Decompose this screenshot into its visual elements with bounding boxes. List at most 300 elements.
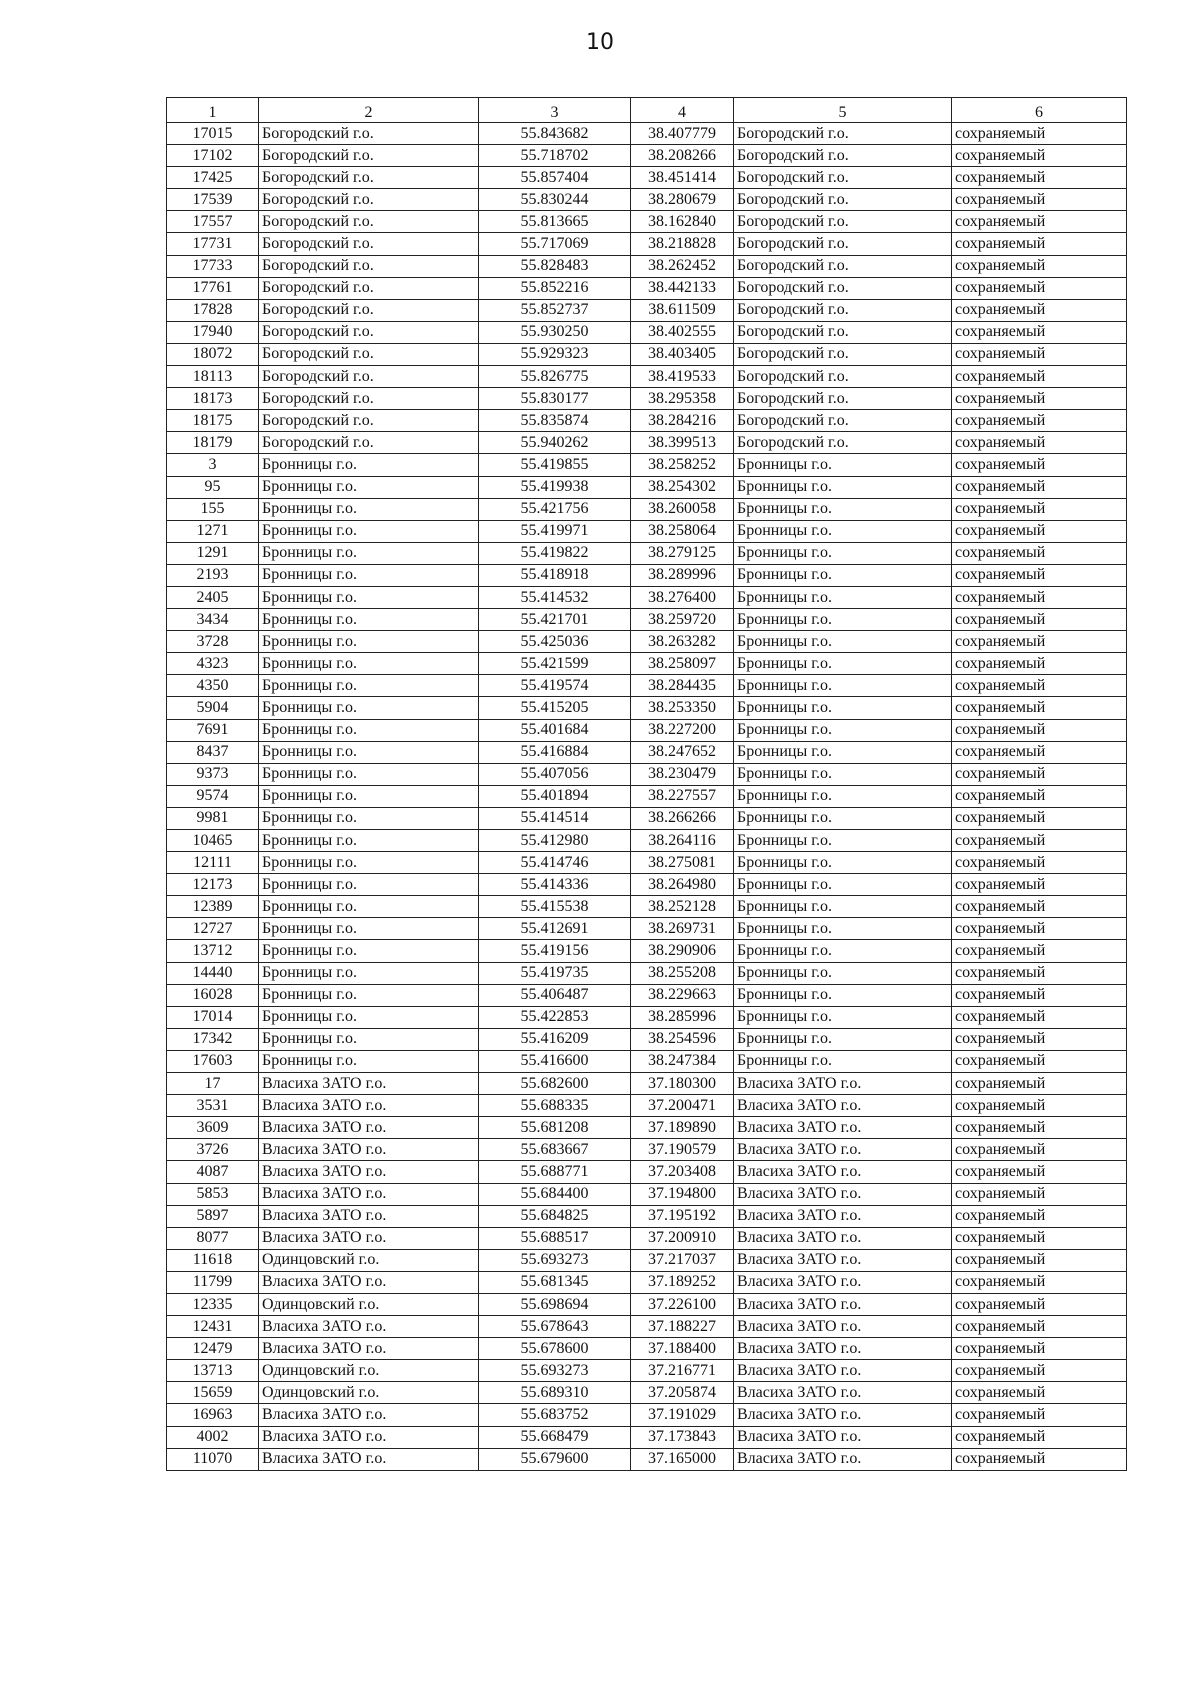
cell-id: 3531 bbox=[167, 1095, 259, 1117]
column-header: 2 bbox=[259, 98, 479, 123]
cell-status: сохраняемый bbox=[952, 1183, 1127, 1205]
cell-status: сохраняемый bbox=[952, 1095, 1127, 1117]
cell-longitude: 38.264116 bbox=[631, 830, 734, 852]
cell-latitude: 55.406487 bbox=[479, 984, 631, 1006]
table-row bbox=[167, 830, 1127, 852]
cell-latitude: 55.415205 bbox=[479, 697, 631, 719]
cell-latitude: 55.940262 bbox=[479, 432, 631, 454]
cell-district: Власиха ЗАТО г.о. bbox=[259, 1404, 479, 1426]
cell-id: 5897 bbox=[167, 1205, 259, 1227]
cell-longitude: 37.188400 bbox=[631, 1338, 734, 1360]
cell-district-2: Бронницы г.о. bbox=[734, 719, 952, 741]
cell-latitude: 55.828483 bbox=[479, 255, 631, 277]
cell-status: сохраняемый bbox=[952, 984, 1127, 1006]
cell-longitude: 38.258097 bbox=[631, 653, 734, 675]
cell-district-2: Богородский г.о. bbox=[734, 255, 952, 277]
table-row bbox=[167, 785, 1127, 807]
cell-district: Одинцовский г.о. bbox=[259, 1249, 479, 1271]
table-row bbox=[167, 1249, 1127, 1271]
cell-status: сохраняемый bbox=[952, 1293, 1127, 1315]
cell-longitude: 37.195192 bbox=[631, 1205, 734, 1227]
table-row bbox=[167, 1139, 1127, 1161]
cell-longitude: 38.262452 bbox=[631, 255, 734, 277]
cell-status: сохраняемый bbox=[952, 498, 1127, 520]
cell-longitude: 37.226100 bbox=[631, 1293, 734, 1315]
cell-district: Бронницы г.о. bbox=[259, 586, 479, 608]
cell-longitude: 38.280679 bbox=[631, 189, 734, 211]
cell-id: 17733 bbox=[167, 255, 259, 277]
cell-status: сохраняемый bbox=[952, 1249, 1127, 1271]
cell-district: Одинцовский г.о. bbox=[259, 1360, 479, 1382]
cell-district: Богородский г.о. bbox=[259, 233, 479, 255]
cell-latitude: 55.813665 bbox=[479, 211, 631, 233]
cell-id: 12335 bbox=[167, 1293, 259, 1315]
cell-district: Бронницы г.о. bbox=[259, 542, 479, 564]
cell-status: сохраняемый bbox=[952, 410, 1127, 432]
cell-district-2: Бронницы г.о. bbox=[734, 586, 952, 608]
table-row bbox=[167, 410, 1127, 432]
cell-district: Бронницы г.о. bbox=[259, 653, 479, 675]
table-row bbox=[167, 1028, 1127, 1050]
table-row bbox=[167, 299, 1127, 321]
cell-latitude: 55.414746 bbox=[479, 852, 631, 874]
cell-latitude: 55.688771 bbox=[479, 1161, 631, 1183]
cell-status: сохраняемый bbox=[952, 763, 1127, 785]
cell-id: 17425 bbox=[167, 167, 259, 189]
table-row bbox=[167, 1338, 1127, 1360]
table-row bbox=[167, 763, 1127, 785]
cell-district: Бронницы г.о. bbox=[259, 1050, 479, 1072]
cell-longitude: 38.229663 bbox=[631, 984, 734, 1006]
cell-latitude: 55.678600 bbox=[479, 1338, 631, 1360]
cell-district: Бронницы г.о. bbox=[259, 874, 479, 896]
cell-latitude: 55.681208 bbox=[479, 1117, 631, 1139]
cell-id: 2193 bbox=[167, 564, 259, 586]
cell-id: 17015 bbox=[167, 123, 259, 145]
cell-status: сохраняемый bbox=[952, 852, 1127, 874]
cell-longitude: 38.230479 bbox=[631, 763, 734, 785]
cell-district-2: Богородский г.о. bbox=[734, 211, 952, 233]
cell-latitude: 55.678643 bbox=[479, 1316, 631, 1338]
table-row bbox=[167, 1293, 1127, 1315]
cell-latitude: 55.419574 bbox=[479, 675, 631, 697]
cell-status: сохраняемый bbox=[952, 1117, 1127, 1139]
cell-longitude: 37.205874 bbox=[631, 1382, 734, 1404]
cell-district: Бронницы г.о. bbox=[259, 564, 479, 586]
cell-latitude: 55.419855 bbox=[479, 454, 631, 476]
cell-district-2: Богородский г.о. bbox=[734, 277, 952, 299]
cell-longitude: 38.263282 bbox=[631, 631, 734, 653]
cell-district-2: Бронницы г.о. bbox=[734, 962, 952, 984]
cell-district: Богородский г.о. bbox=[259, 321, 479, 343]
cell-status: сохраняемый bbox=[952, 211, 1127, 233]
cell-district: Власиха ЗАТО г.о. bbox=[259, 1227, 479, 1249]
cell-id: 17557 bbox=[167, 211, 259, 233]
cell-longitude: 38.289996 bbox=[631, 564, 734, 586]
cell-id: 18173 bbox=[167, 388, 259, 410]
cell-district-2: Бронницы г.о. bbox=[734, 609, 952, 631]
table-row bbox=[167, 1095, 1127, 1117]
cell-status: сохраняемый bbox=[952, 874, 1127, 896]
table-body bbox=[167, 123, 1127, 1471]
cell-status: сохраняемый bbox=[952, 1028, 1127, 1050]
cell-id: 11618 bbox=[167, 1249, 259, 1271]
header-row bbox=[167, 98, 1127, 123]
cell-id: 17539 bbox=[167, 189, 259, 211]
cell-district: Богородский г.о. bbox=[259, 388, 479, 410]
cell-district: Богородский г.о. bbox=[259, 123, 479, 145]
cell-latitude: 55.698694 bbox=[479, 1293, 631, 1315]
cell-district: Власиха ЗАТО г.о. bbox=[259, 1183, 479, 1205]
cell-longitude: 38.264980 bbox=[631, 874, 734, 896]
table-row bbox=[167, 1382, 1127, 1404]
cell-district-2: Власиха ЗАТО г.о. bbox=[734, 1338, 952, 1360]
cell-longitude: 38.290906 bbox=[631, 940, 734, 962]
cell-status: сохраняемый bbox=[952, 520, 1127, 542]
cell-district-2: Богородский г.о. bbox=[734, 167, 952, 189]
cell-longitude: 38.208266 bbox=[631, 145, 734, 167]
cell-district-2: Богородский г.о. bbox=[734, 189, 952, 211]
cell-status: сохраняемый bbox=[952, 631, 1127, 653]
cell-latitude: 55.684825 bbox=[479, 1205, 631, 1227]
cell-district: Богородский г.о. bbox=[259, 211, 479, 233]
cell-longitude: 38.284435 bbox=[631, 675, 734, 697]
cell-district: Бронницы г.о. bbox=[259, 476, 479, 498]
cell-status: сохраняемый bbox=[952, 189, 1127, 211]
page-number: 10 bbox=[586, 30, 614, 55]
cell-district-2: Власиха ЗАТО г.о. bbox=[734, 1448, 952, 1470]
cell-longitude: 38.252128 bbox=[631, 896, 734, 918]
table-row bbox=[167, 145, 1127, 167]
cell-latitude: 55.852216 bbox=[479, 277, 631, 299]
cell-district-2: Бронницы г.о. bbox=[734, 1050, 952, 1072]
table-row bbox=[167, 1183, 1127, 1205]
table-row bbox=[167, 896, 1127, 918]
cell-status: сохраняемый bbox=[952, 1360, 1127, 1382]
cell-district-2: Бронницы г.о. bbox=[734, 896, 952, 918]
cell-district: Власиха ЗАТО г.о. bbox=[259, 1426, 479, 1448]
cell-district: Богородский г.о. bbox=[259, 432, 479, 454]
cell-district-2: Власиха ЗАТО г.о. bbox=[734, 1382, 952, 1404]
cell-status: сохраняемый bbox=[952, 564, 1127, 586]
cell-id: 17940 bbox=[167, 321, 259, 343]
cell-longitude: 38.258064 bbox=[631, 520, 734, 542]
cell-district: Бронницы г.о. bbox=[259, 852, 479, 874]
cell-id: 13712 bbox=[167, 940, 259, 962]
cell-latitude: 55.421701 bbox=[479, 609, 631, 631]
cell-longitude: 38.269731 bbox=[631, 918, 734, 940]
cell-district-2: Власиха ЗАТО г.о. bbox=[734, 1249, 952, 1271]
cell-longitude: 37.189890 bbox=[631, 1117, 734, 1139]
column-header: 1 bbox=[167, 98, 259, 123]
cell-latitude: 55.683752 bbox=[479, 1404, 631, 1426]
cell-id: 1291 bbox=[167, 542, 259, 564]
cell-longitude: 38.259720 bbox=[631, 609, 734, 631]
cell-latitude: 55.830177 bbox=[479, 388, 631, 410]
cell-latitude: 55.718702 bbox=[479, 145, 631, 167]
cell-district-2: Богородский г.о. bbox=[734, 432, 952, 454]
cell-district-2: Богородский г.о. bbox=[734, 299, 952, 321]
table-row bbox=[167, 277, 1127, 299]
cell-status: сохраняемый bbox=[952, 741, 1127, 763]
cell-district-2: Бронницы г.о. bbox=[734, 653, 952, 675]
cell-id: 8077 bbox=[167, 1227, 259, 1249]
cell-id: 12111 bbox=[167, 852, 259, 874]
cell-district-2: Бронницы г.о. bbox=[734, 918, 952, 940]
cell-id: 17761 bbox=[167, 277, 259, 299]
cell-latitude: 55.407056 bbox=[479, 763, 631, 785]
cell-latitude: 55.412691 bbox=[479, 918, 631, 940]
cell-id: 15659 bbox=[167, 1382, 259, 1404]
cell-status: сохраняемый bbox=[952, 896, 1127, 918]
cell-id: 18072 bbox=[167, 343, 259, 365]
cell-district: Власиха ЗАТО г.о. bbox=[259, 1271, 479, 1293]
cell-status: сохраняемый bbox=[952, 1404, 1127, 1426]
cell-latitude: 55.679600 bbox=[479, 1448, 631, 1470]
cell-district: Бронницы г.о. bbox=[259, 454, 479, 476]
cell-latitude: 55.421599 bbox=[479, 653, 631, 675]
cell-district-2: Бронницы г.о. bbox=[734, 763, 952, 785]
cell-id: 3 bbox=[167, 454, 259, 476]
table-row bbox=[167, 609, 1127, 631]
cell-id: 9574 bbox=[167, 785, 259, 807]
cell-status: сохраняемый bbox=[952, 1205, 1127, 1227]
table-row bbox=[167, 432, 1127, 454]
cell-district: Власиха ЗАТО г.о. bbox=[259, 1139, 479, 1161]
cell-id: 3434 bbox=[167, 609, 259, 631]
cell-district: Бронницы г.о. bbox=[259, 807, 479, 829]
cell-district: Бронницы г.о. bbox=[259, 719, 479, 741]
table-row bbox=[167, 1073, 1127, 1095]
cell-latitude: 55.419156 bbox=[479, 940, 631, 962]
cell-latitude: 55.419735 bbox=[479, 962, 631, 984]
cell-district-2: Власиха ЗАТО г.о. bbox=[734, 1227, 952, 1249]
cell-latitude: 55.414532 bbox=[479, 586, 631, 608]
column-header: 5 bbox=[734, 98, 952, 123]
cell-id: 5853 bbox=[167, 1183, 259, 1205]
table-row bbox=[167, 520, 1127, 542]
cell-district: Бронницы г.о. bbox=[259, 1028, 479, 1050]
table-row bbox=[167, 255, 1127, 277]
cell-district-2: Бронницы г.о. bbox=[734, 807, 952, 829]
cell-longitude: 38.442133 bbox=[631, 277, 734, 299]
cell-district: Богородский г.о. bbox=[259, 299, 479, 321]
cell-district-2: Власиха ЗАТО г.о. bbox=[734, 1183, 952, 1205]
cell-longitude: 37.216771 bbox=[631, 1360, 734, 1382]
cell-latitude: 55.419938 bbox=[479, 476, 631, 498]
cell-district: Одинцовский г.о. bbox=[259, 1293, 479, 1315]
cell-id: 12173 bbox=[167, 874, 259, 896]
cell-district: Богородский г.о. bbox=[259, 167, 479, 189]
cell-district-2: Власиха ЗАТО г.о. bbox=[734, 1139, 952, 1161]
cell-status: сохраняемый bbox=[952, 785, 1127, 807]
cell-longitude: 37.165000 bbox=[631, 1448, 734, 1470]
cell-district-2: Бронницы г.о. bbox=[734, 830, 952, 852]
cell-latitude: 55.693273 bbox=[479, 1360, 631, 1382]
cell-district: Власиха ЗАТО г.о. bbox=[259, 1205, 479, 1227]
table-row bbox=[167, 1426, 1127, 1448]
cell-id: 4002 bbox=[167, 1426, 259, 1448]
cell-longitude: 38.403405 bbox=[631, 343, 734, 365]
cell-district-2: Бронницы г.о. bbox=[734, 940, 952, 962]
cell-longitude: 38.258252 bbox=[631, 454, 734, 476]
cell-longitude: 38.279125 bbox=[631, 542, 734, 564]
table-row bbox=[167, 697, 1127, 719]
cell-district: Бронницы г.о. bbox=[259, 763, 479, 785]
cell-id: 155 bbox=[167, 498, 259, 520]
cell-district: Богородский г.о. bbox=[259, 145, 479, 167]
cell-district-2: Власиха ЗАТО г.о. bbox=[734, 1316, 952, 1338]
cell-latitude: 55.668479 bbox=[479, 1426, 631, 1448]
cell-status: сохраняемый bbox=[952, 366, 1127, 388]
table-row bbox=[167, 388, 1127, 410]
cell-status: сохраняемый bbox=[952, 586, 1127, 608]
cell-longitude: 37.200910 bbox=[631, 1227, 734, 1249]
cell-longitude: 38.247652 bbox=[631, 741, 734, 763]
cell-district-2: Бронницы г.о. bbox=[734, 476, 952, 498]
cell-longitude: 38.275081 bbox=[631, 852, 734, 874]
cell-longitude: 38.162840 bbox=[631, 211, 734, 233]
cell-id: 17731 bbox=[167, 233, 259, 255]
cell-id: 16963 bbox=[167, 1404, 259, 1426]
cell-status: сохраняемый bbox=[952, 962, 1127, 984]
table-row bbox=[167, 1360, 1127, 1382]
cell-district-2: Власиха ЗАТО г.о. bbox=[734, 1161, 952, 1183]
cell-status: сохраняемый bbox=[952, 299, 1127, 321]
cell-district-2: Бронницы г.о. bbox=[734, 542, 952, 564]
cell-latitude: 55.857404 bbox=[479, 167, 631, 189]
table-row bbox=[167, 807, 1127, 829]
table-row bbox=[167, 1050, 1127, 1072]
cell-district: Бронницы г.о. bbox=[259, 785, 479, 807]
cell-id: 12431 bbox=[167, 1316, 259, 1338]
cell-latitude: 55.416600 bbox=[479, 1050, 631, 1072]
cell-longitude: 38.611509 bbox=[631, 299, 734, 321]
table-row bbox=[167, 321, 1127, 343]
cell-district: Власиха ЗАТО г.о. bbox=[259, 1095, 479, 1117]
cell-district-2: Богородский г.о. bbox=[734, 233, 952, 255]
cell-district: Одинцовский г.о. bbox=[259, 1382, 479, 1404]
cell-latitude: 55.422853 bbox=[479, 1006, 631, 1028]
column-header: 3 bbox=[479, 98, 631, 123]
cell-latitude: 55.683667 bbox=[479, 1139, 631, 1161]
cell-status: сохраняемый bbox=[952, 432, 1127, 454]
cell-id: 17102 bbox=[167, 145, 259, 167]
cell-district-2: Бронницы г.о. bbox=[734, 520, 952, 542]
cell-id: 12389 bbox=[167, 896, 259, 918]
cell-longitude: 37.173843 bbox=[631, 1426, 734, 1448]
cell-id: 9373 bbox=[167, 763, 259, 785]
cell-longitude: 37.190579 bbox=[631, 1139, 734, 1161]
cell-status: сохраняемый bbox=[952, 123, 1127, 145]
cell-status: сохраняемый bbox=[952, 1338, 1127, 1360]
cell-district-2: Бронницы г.о. bbox=[734, 454, 952, 476]
cell-id: 8437 bbox=[167, 741, 259, 763]
cell-latitude: 55.843682 bbox=[479, 123, 631, 145]
cell-longitude: 38.247384 bbox=[631, 1050, 734, 1072]
cell-latitude: 55.416209 bbox=[479, 1028, 631, 1050]
cell-district-2: Богородский г.о. bbox=[734, 343, 952, 365]
cell-id: 4350 bbox=[167, 675, 259, 697]
cell-status: сохраняемый bbox=[952, 1448, 1127, 1470]
cell-id: 18113 bbox=[167, 366, 259, 388]
table-row bbox=[167, 1227, 1127, 1249]
cell-latitude: 55.682600 bbox=[479, 1073, 631, 1095]
cell-district: Бронницы г.о. bbox=[259, 631, 479, 653]
cell-id: 5904 bbox=[167, 697, 259, 719]
cell-district: Богородский г.о. bbox=[259, 410, 479, 432]
cell-id: 13713 bbox=[167, 1360, 259, 1382]
cell-status: сохраняемый bbox=[952, 1382, 1127, 1404]
cell-longitude: 38.407779 bbox=[631, 123, 734, 145]
table-row bbox=[167, 454, 1127, 476]
cell-district-2: Власиха ЗАТО г.о. bbox=[734, 1073, 952, 1095]
cell-district: Власиха ЗАТО г.о. bbox=[259, 1073, 479, 1095]
cell-id: 3728 bbox=[167, 631, 259, 653]
cell-latitude: 55.419971 bbox=[479, 520, 631, 542]
cell-latitude: 55.684400 bbox=[479, 1183, 631, 1205]
table-row bbox=[167, 564, 1127, 586]
cell-longitude: 38.276400 bbox=[631, 586, 734, 608]
cell-longitude: 37.217037 bbox=[631, 1249, 734, 1271]
cell-district-2: Бронницы г.о. bbox=[734, 697, 952, 719]
table-row bbox=[167, 211, 1127, 233]
cell-status: сохраняемый bbox=[952, 454, 1127, 476]
cell-district-2: Богородский г.о. bbox=[734, 388, 952, 410]
table-row bbox=[167, 719, 1127, 741]
cell-status: сохраняемый bbox=[952, 1073, 1127, 1095]
cell-latitude: 55.401684 bbox=[479, 719, 631, 741]
cell-district-2: Власиха ЗАТО г.о. bbox=[734, 1095, 952, 1117]
cell-district-2: Бронницы г.о. bbox=[734, 785, 952, 807]
table-row bbox=[167, 962, 1127, 984]
cell-longitude: 37.180300 bbox=[631, 1073, 734, 1095]
cell-id: 17342 bbox=[167, 1028, 259, 1050]
cell-district: Богородский г.о. bbox=[259, 343, 479, 365]
cell-district-2: Власиха ЗАТО г.о. bbox=[734, 1293, 952, 1315]
table-row bbox=[167, 1117, 1127, 1139]
cell-status: сохраняемый bbox=[952, 697, 1127, 719]
cell-latitude: 55.835874 bbox=[479, 410, 631, 432]
table-row bbox=[167, 123, 1127, 145]
cell-status: сохраняемый bbox=[952, 277, 1127, 299]
cell-district-2: Богородский г.о. bbox=[734, 366, 952, 388]
table-row bbox=[167, 1404, 1127, 1426]
table-row bbox=[167, 1006, 1127, 1028]
cell-id: 10465 bbox=[167, 830, 259, 852]
cell-district: Бронницы г.о. bbox=[259, 520, 479, 542]
cell-district-2: Бронницы г.о. bbox=[734, 631, 952, 653]
cell-status: сохраняемый bbox=[952, 388, 1127, 410]
cell-status: сохраняемый bbox=[952, 830, 1127, 852]
cell-id: 12727 bbox=[167, 918, 259, 940]
cell-status: сохраняемый bbox=[952, 542, 1127, 564]
cell-status: сохраняемый bbox=[952, 1050, 1127, 1072]
cell-status: сохраняемый bbox=[952, 1139, 1127, 1161]
table-row bbox=[167, 984, 1127, 1006]
cell-longitude: 38.218828 bbox=[631, 233, 734, 255]
cell-id: 2405 bbox=[167, 586, 259, 608]
column-header: 4 bbox=[631, 98, 734, 123]
cell-district-2: Власиха ЗАТО г.о. bbox=[734, 1205, 952, 1227]
cell-district-2: Бронницы г.о. bbox=[734, 741, 952, 763]
cell-longitude: 38.285996 bbox=[631, 1006, 734, 1028]
cell-status: сохраняемый bbox=[952, 233, 1127, 255]
table-row bbox=[167, 1161, 1127, 1183]
cell-id: 3609 bbox=[167, 1117, 259, 1139]
table-row bbox=[167, 1316, 1127, 1338]
cell-status: сохраняемый bbox=[952, 653, 1127, 675]
